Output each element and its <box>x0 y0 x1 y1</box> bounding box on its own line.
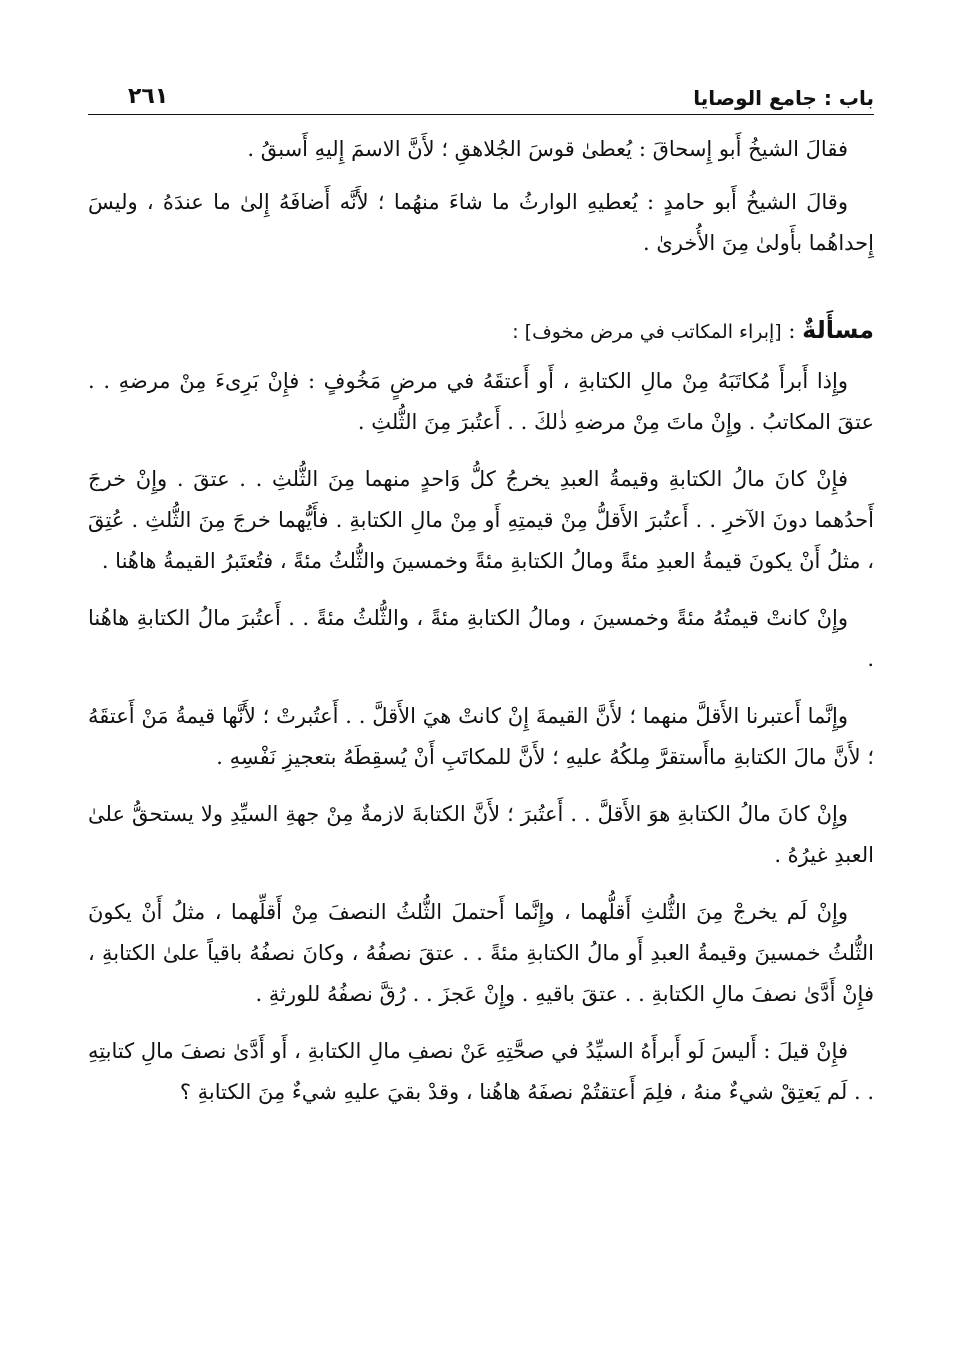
paragraph: وإِنْ كانتْ قيمتُهُ مئةً وخمسينَ ، ومالُ الكتابةِ مئةً ، والثُّلثُ مئةً . . أَعتُبرَ مالُ الكتابةِ هاهُنا . <box>88 606 874 671</box>
paragraph: وإِنْ لَم يخرجْ مِنَ الثُّلثِ أَقلُّهما ، وإِنَّما أَحتملَ الثُّلثُ النصفَ مِنْ أَقلِّهما ، مثلُ أَنْ يكونَ الثُّلثُ خمسينَ وقيمةُ العبدِ أَو مالُ الكتابةِ مئةً . . عتقَ نصفُهُ ، وكانَ نصفُهُ باقياً علىٰ الكتابةِ ، فإِنْ أَدَّىٰ نصفَ مالِ الكتابةِ . . عتقَ باقيهِ . وإِنْ عَجزَ . . رُقَّ نصفُهُ للورثةِ . <box>88 900 874 1006</box>
issue-label: مسأَلةٌ <box>802 316 874 344</box>
paragraph: فإِنْ قيلَ : أَليسَ لَو أَبرأَهُ السيِّدُ في صحَّتِهِ عَنْ نصفِ مالِ الكتابةِ ، أَو أَدَّىٰ نصفَ مالِ كتابتِهِ . . لَم يَعتِقْ شيءٌ منهُ ، فلِمَ أَعتقتُمْ نصفَهُ هاهُنا ، وقدْ بقيَ عليهِ شيءٌ مِنَ الكتابةِ ؟ <box>88 1039 874 1104</box>
paragraph: فقالَ الشيخُ أَبو إِسحاقَ : يُعطىٰ قوسَ الجُلاهقِ ؛ لأَنَّ الاسمَ إِليهِ أَسبقُ . <box>247 137 848 161</box>
paragraph: فإِنْ كانَ مالُ الكتابةِ وقيمةُ العبدِ يخرجُ كلُّ وَاحدٍ منهما مِنَ الثُّلثِ . . عتقَ . وإِنْ خرجَ أَحدُهما دونَ الآخرِ . . أَعتُبرَ الأَقلُّ مِنْ قيمتِهِ أَو مِنْ مالِ الكتابةِ . فأَيُّهما خرجَ مِنَ الثُّلثِ . عُتِقَ ، مثلُ أَنْ يكونَ قيمةُ العبدِ مئةً ومالُ الكتابةِ مئةً وخمسينَ والثُّلثُ مئةً ، فتُعتَبرُ القيمةُ هاهُنا . <box>88 467 874 573</box>
body-text <box>88 129 874 1113</box>
issue-heading <box>88 310 874 353</box>
page-number: ٢٦١ <box>128 84 169 109</box>
chapter-title: باب : جامع الوصايا <box>693 86 874 110</box>
section-gap <box>88 280 874 310</box>
running-header <box>88 78 874 115</box>
paragraph: وإِنْ كانَ مالُ الكتابةِ هوَ الأَقلَّ . . أَعتُبرَ ؛ لأَنَّ الكتابةَ لازمةٌ مِنْ جهةِ السيِّدِ ولا يستحقُّ علىٰ العبدِ غيرُهُ . <box>88 802 874 867</box>
paragraph: وإِذا أَبرأَ مُكاتَبَهُ مِنْ مالِ الكتابةِ ، أَو أَعتقَهُ في مرضٍ مَخُوفٍ : فإِنْ بَرِىءَ مِنْ مرضهِ . . عتقَ المكاتبُ . وإِنْ ماتَ مِنْ مرضهِ ذٰلكَ . . أَعتُبرَ مِنَ الثُّلثِ . <box>88 369 874 434</box>
paragraph: وإِنَّما أَعتبرنا الأَقلَّ منهما ؛ لأَنَّ القيمةَ إِنْ كانتْ هيَ الأَقلَّ . . أَعتُبرتْ ؛ لأَنَّها قيمةُ مَنْ أَعتقَهُ ؛ لأَنَّ مالَ الكتابةِ ماأَستقرَّ مِلكُهُ عليهِ ؛ لأَنَّ للمكاتَبِ أَنْ يُسقِطَهُ بتعجيزِ نَفْسِهِ . <box>88 704 874 769</box>
paragraph: وقالَ الشيخُ أَبو حامدٍ : يُعطيهِ الوارثُ ما شاءَ منهُما ؛ لأَنَّه أَضافَهُ إِلىٰ ما عندَهُ ، وليسَ إِحداهُما بأَولىٰ مِنَ الأُخرىٰ . <box>88 190 874 255</box>
issue-title: [إبراء المكاتب في مرض مخوف] : <box>512 321 782 343</box>
book-page <box>88 78 874 1349</box>
issue-separator: : <box>781 319 803 343</box>
